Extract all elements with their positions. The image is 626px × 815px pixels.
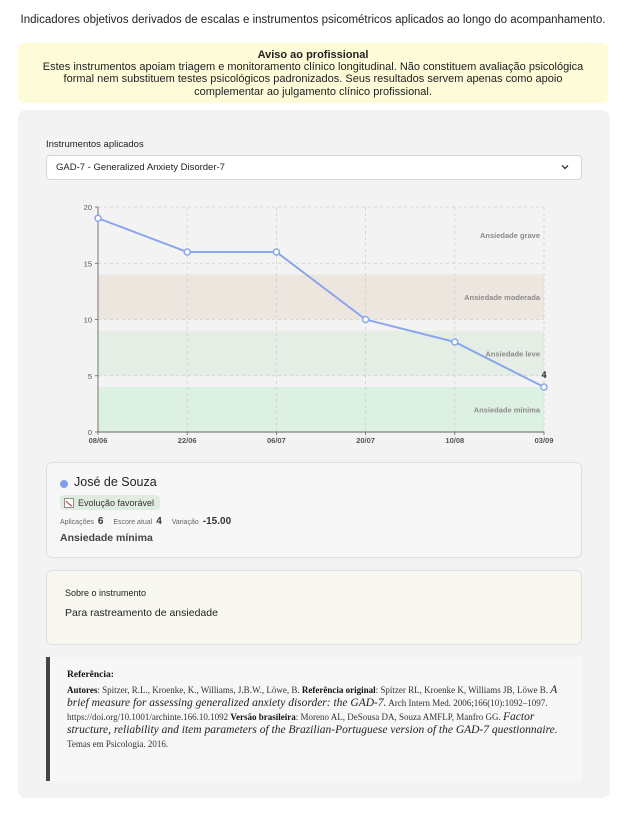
- severity-band-label: Ansiedade grave: [479, 231, 540, 241]
- y-tick-label: 20: [83, 203, 92, 212]
- severity-band-label: Ansiedade leve: [485, 349, 540, 359]
- variation-label: Variação: [171, 519, 199, 526]
- anxiety-level: Ansiedade mínima: [60, 532, 153, 544]
- authors-text: : Spitzer, R.L., Kroenke, K., Williams, J.B.W., Löwe, B.: [97, 684, 302, 695]
- reference-title: Referência:: [67, 670, 114, 680]
- original-authors: : Spitzer RL, Kroenke K, Williams JB, Löwe B.: [375, 684, 551, 695]
- brazilian-version-label: Versão brasileira: [230, 711, 296, 722]
- patient-color-dot: [60, 480, 68, 488]
- reference-body: [67, 684, 564, 752]
- evolution-badge: [60, 495, 160, 510]
- x-tick-label: 08/06: [88, 436, 108, 445]
- about-title: Sobre o instrumento: [65, 588, 147, 598]
- score-point: [541, 384, 547, 390]
- score-value: 4: [156, 516, 162, 527]
- y-tick-label: 10: [83, 315, 92, 325]
- last-value-label: 4: [541, 370, 547, 380]
- x-tick-label: 06/07: [267, 436, 286, 445]
- score-point: [95, 215, 101, 221]
- evolution-badge-label: Evolução favorável: [78, 498, 155, 508]
- y-tick-label: 0: [87, 428, 92, 437]
- authors-label: Autores: [67, 684, 98, 695]
- trend-down-chart-icon: [64, 498, 74, 508]
- score-point: [363, 317, 369, 323]
- x-tick-label: 20/07: [356, 436, 375, 445]
- brazilian-source: Temas em Psicologia. 2016.: [67, 738, 169, 749]
- patient-name: José de Souza: [74, 475, 157, 489]
- score-label: Escore atual: [113, 519, 153, 526]
- about-text: Para rastreamento de ansiedade: [65, 607, 218, 619]
- original-source: Arch Intern Med. 2006;166(10):1092–1097. https://doi.org/10.1001/archinte.166.10.1092: [67, 698, 548, 722]
- warning-line: complementar ao julgamento clínico profissional.: [194, 85, 432, 98]
- y-tick-label: 15: [83, 259, 92, 269]
- x-tick-label: 03/09: [534, 436, 554, 445]
- y-tick-label: 5: [87, 371, 92, 381]
- reference-block: [46, 657, 582, 781]
- original-reference-label: Referência original: [301, 684, 376, 695]
- score-point: [184, 249, 190, 255]
- warning-title: Aviso ao profissional: [257, 49, 369, 61]
- x-tick-label: 22/06: [177, 436, 197, 445]
- brazilian-title: Factor structure, reliability and item parameters of the Brazilian-Portuguese version of the GAD-7 questionnaire.: [67, 710, 558, 736]
- warning-line: Estes instrumentos apoiam triagem e monitoramento clínico longitudinal. Não constituem avaliação psicológica: [42, 61, 584, 74]
- professional-warning: [18, 43, 608, 103]
- x-tick-label: 10/08: [445, 436, 465, 445]
- variation-value: -15.00: [202, 516, 232, 527]
- instrument-select-label: Instrumentos aplicados: [46, 139, 144, 150]
- brazilian-authors: : Moreno AL, DeSousa DA, Souza AMFLP, Manfro GG.: [295, 711, 503, 722]
- instrument-select[interactable]: [46, 155, 582, 180]
- original-title: A brief measure for assessing generalized anxiety disorder: the GAD-7.: [67, 683, 558, 709]
- applications-value: 6: [97, 516, 104, 527]
- patient-summary-card: [46, 462, 582, 558]
- severity-band-label: Ansiedade mínima: [473, 405, 540, 415]
- intro-text: Indicadores objetivos derivados de escalas e instrumentos psicométricos aplicados ao longo do acompanhamento.: [20, 14, 606, 26]
- instrument-select-value: GAD-7 - Generalized Anxiety Disorder-7: [56, 162, 225, 173]
- about-instrument-card: [46, 570, 582, 645]
- severity-band-label: Ansiedade moderada: [464, 293, 540, 302]
- score-line-chart: [80, 198, 580, 448]
- chevron-down-icon: [559, 161, 571, 173]
- warning-line: formal nem substituem testes psicológicos padronizados. Seus resultados servem apenas como apoio: [63, 73, 563, 86]
- score-point: [273, 249, 279, 255]
- applications-label: Aplicações: [60, 519, 94, 526]
- score-point: [452, 339, 458, 345]
- patient-stats: [60, 516, 239, 527]
